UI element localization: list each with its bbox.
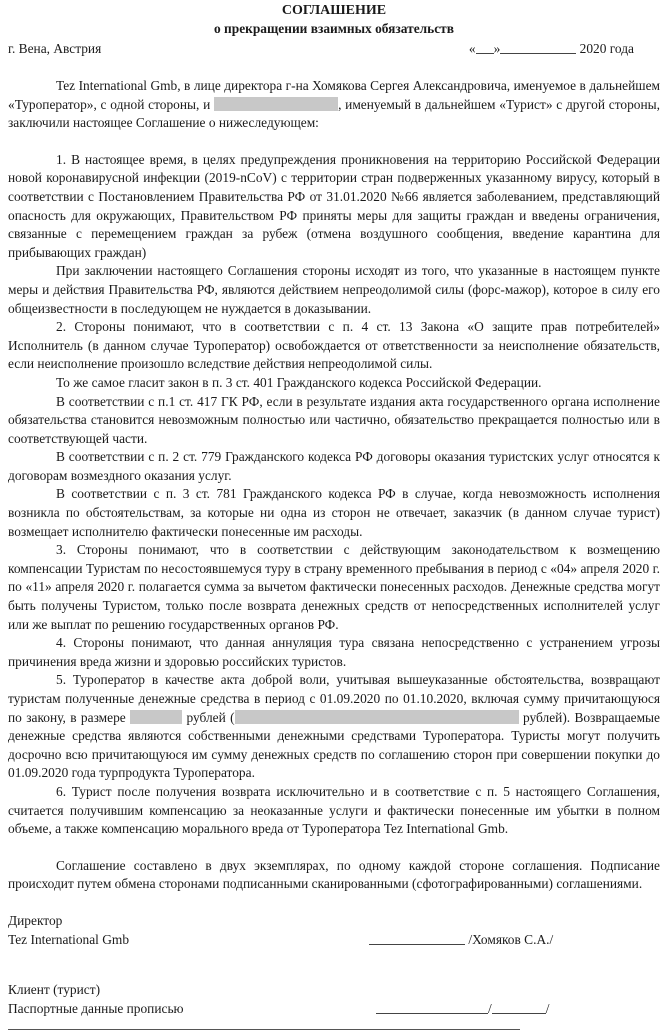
director-signature-block [8,912,660,949]
clause-2-civil-code-781: В соответствии с п. 3 ст. 781 Гражданского кодекса РФ в случае, когда невозможность исполнения возникла по обстоятельствам, за которые ни одна из сторон не отвечает, заказчик (в данном случае турист) возмещает исполнителю фактически понесенные им расходы. [8,486,660,539]
clause-2: 2. Стороны понимают, что в соответствии с п. 4 ст. 13 Закона «О защите прав потребителей» Исполнитель (в данном случае Туроператор) освобождается от ответственности за неисполнение обязательств, если неисполнение произошло вследствие действия непреодолимой силы. [8,319,660,372]
place-date-row [8,40,660,59]
passport-label: Паспортные данные прописью [8,1000,184,1016]
clause-2-civil-code-417: В соответствии с п.1 ст. 417 ГК РФ, если в результате издания акта государственного органа исполнение обязательства становится невозможным полностью или частично, обязательство прекращается полностью или в соответствующей части. [8,393,660,446]
clause-1: 1. В настоящее время, в целях предупреждения проникновения на территорию Российской Федерации новой коронавирусной инфекции (2019-nCoV) с территории стран подверженных указанному вирусу, который в соответствии с Постановлением Правительства РФ от 31.01.2020 №66 является заболеванием, представляющий опасность для окружающих, Правительством РФ приняты меры для защиты граждан и введены ограничения, связанные с перемещением граждан за рубеж (отмена воздушного сообщения, введение карантина для прибывающих граждан) [8,151,660,260]
director-name: /Хомяков С.А./ [468,931,554,947]
intro-paragraph: Tez International Gmb, в лице директора г-на Хомякова Сергея Александровича, именуемое в дальнейшем «Туроператор», с одной стороны, и , именуемый в дальнейшем «Турист» с другой стороны, заключили настоящее Соглашение о нижеследующем: [8,78,660,131]
document-subtitle: о прекращении взаимных обязательств [213,21,454,36]
client-title: Клиент (турист) [8,982,101,998]
client-name-line[interactable] [492,1000,546,1014]
director-title: Директор [8,912,63,928]
client-signature-line[interactable] [376,1000,488,1014]
clause-6: 6. Турист после получения возврата исключительно и в соответствие с п. 5 настоящего Соглашения, считается получившим компенсацию за неоказанные услуги и фактически понесенные им убытки в полном объеме, а также компенсацию морального вреда от Туроператора Tez International Gmb. [8,783,660,837]
clause-5: 5. Туроператор в качестве акта доброй воли, учитывая вышеуказанные обстоятельства, возвращают туристам полученные денежные средства в период с 01.09.2020 по 01.10.2020, включая сумму причитающуюся по закону, в размере рублей ( рублей). Возвращаемые денежные средства являются собственными денежными средствами Туроператора. Туристы могут получить досрочно всю причитающуюся им сумму денежных средств по соглашению сторон при совершении покупки до 01.09.2020 года турпродукта Туроператора. [8,672,660,781]
clause-2-civil-code-401: То же самое гласит закон в п. 3 ст. 401 Гражданского кодекса Российской Федерации. [56,374,542,390]
clause-4: 4. Стороны понимают, что данная аннуляция тура связана непосредственно с устранением угрозы причинения вреда жизни и здоровью российских туристов. [8,635,660,669]
redacted-tourist-name [214,97,338,111]
clause-2-civil-code-779: В соответствии с п. 2 ст. 779 Гражданского кодекса РФ договоры оказания туристских услуг относятся к договорам возмездного оказания услуг. [8,449,660,483]
closing-paragraph: Соглашение составлено в двух экземплярах, по одному каждой стороне соглашения. Подписание происходит путем обмена сторонами подписанными сканированными (сфотографированными) соглашениями. [8,857,660,892]
document-title: СОГЛАШЕНИЕ [281,3,387,18]
clause-3: 3. Стороны понимают, что в соответствии с действующим законодательством к возмещению компенсации Туристам по несостоявшемуся туру в страну временного пребывания в период с «04» апреля 2020 г. по «11» апреля 2020 г. полагается сумма за вычетом фактически понесенных расходов. Денежные средства могут быть получены Туристом, только после возврата денежных средств от непосредственных исполнителей услуг или же выплат по решению государственных органов РФ. [8,542,660,632]
director-signature-line[interactable] [369,931,465,945]
clause-1-force-majeure: При заключении настоящего Соглашения стороны исходят из того, что указанные в настоящем пункте меры и действия Правительства РФ, являются действием непреодолимой силы (форс-мажор), которое в силу его общеизвестности в последующем не нуждается в доказывании. [8,263,660,316]
redacted-amount [130,710,182,724]
redacted-amount-words [235,710,519,724]
day-blank[interactable] [476,40,494,54]
date-field: « » 2020 года [468,41,634,56]
agreement-document [8,0,660,1030]
company-name: Tez International Gmb [8,931,130,947]
client-signature-block: Клиент (турист) Паспортные данные прописью / / [8,981,660,1030]
place: г. Вена, Австрия [8,41,102,56]
month-blank[interactable] [500,40,576,54]
